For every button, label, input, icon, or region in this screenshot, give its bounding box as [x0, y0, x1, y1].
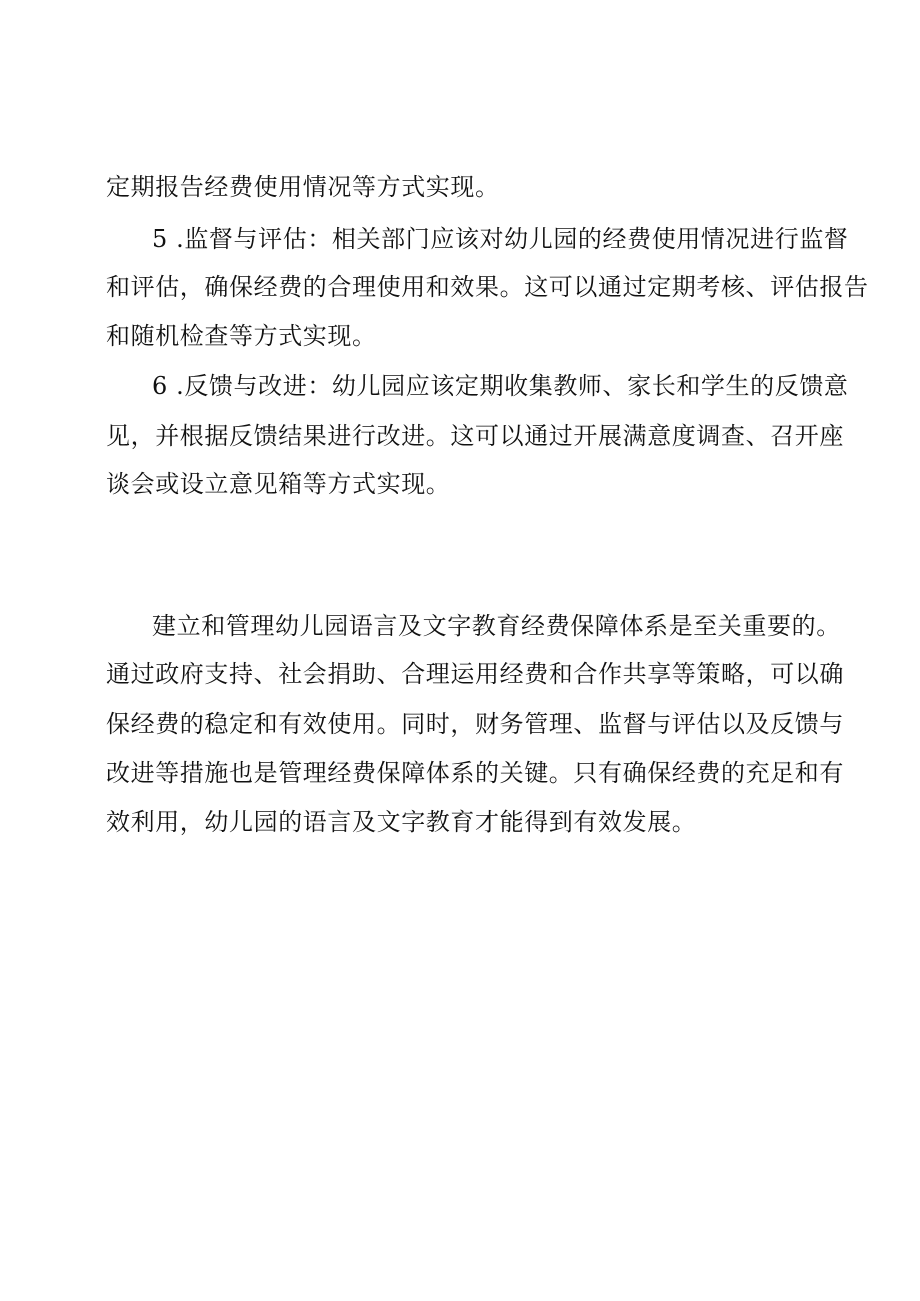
paragraph-4-end-line: 定期报告经费使用情况等方式实现。: [106, 173, 500, 201]
conclusion-line-4: 改进等措施也是管理经费保障体系的关键。只有确保经费的充足和有: [106, 759, 844, 787]
conclusion-line-5: 效利用，幼儿园的语言及文字教育才能得到有效发展。: [106, 808, 697, 836]
item-6-line-2: 见，并根据反馈结果进行改进。这可以通过开展满意度调查、召开座: [106, 422, 844, 450]
item-6-line-1: 6 .反馈与改进：幼儿园应该定期收集教师、家长和学生的反馈意: [152, 372, 849, 400]
conclusion-line-3: 保经费的稳定和有效使用。同时，财务管理、监督与评估以及反馈与: [106, 710, 844, 738]
item-5-line-2: 和评估，确保经费的合理使用和效果。这可以通过定期考核、评估报告: [106, 273, 869, 301]
item-5-line-1: 5 .监督与评估：相关部门应该对幼儿园的经费使用情况进行监督: [152, 225, 849, 253]
conclusion-line-1: 建立和管理幼儿园语言及文字教育经费保障体系是至关重要的。: [152, 612, 841, 640]
item-6-line-3: 谈会或设立意见箱等方式实现。: [106, 470, 451, 498]
item-5-line-3: 和随机检查等方式实现。: [106, 322, 377, 350]
conclusion-line-2: 通过政府支持、社会捐助、合理运用经费和合作共享等策略，可以确: [106, 660, 844, 688]
